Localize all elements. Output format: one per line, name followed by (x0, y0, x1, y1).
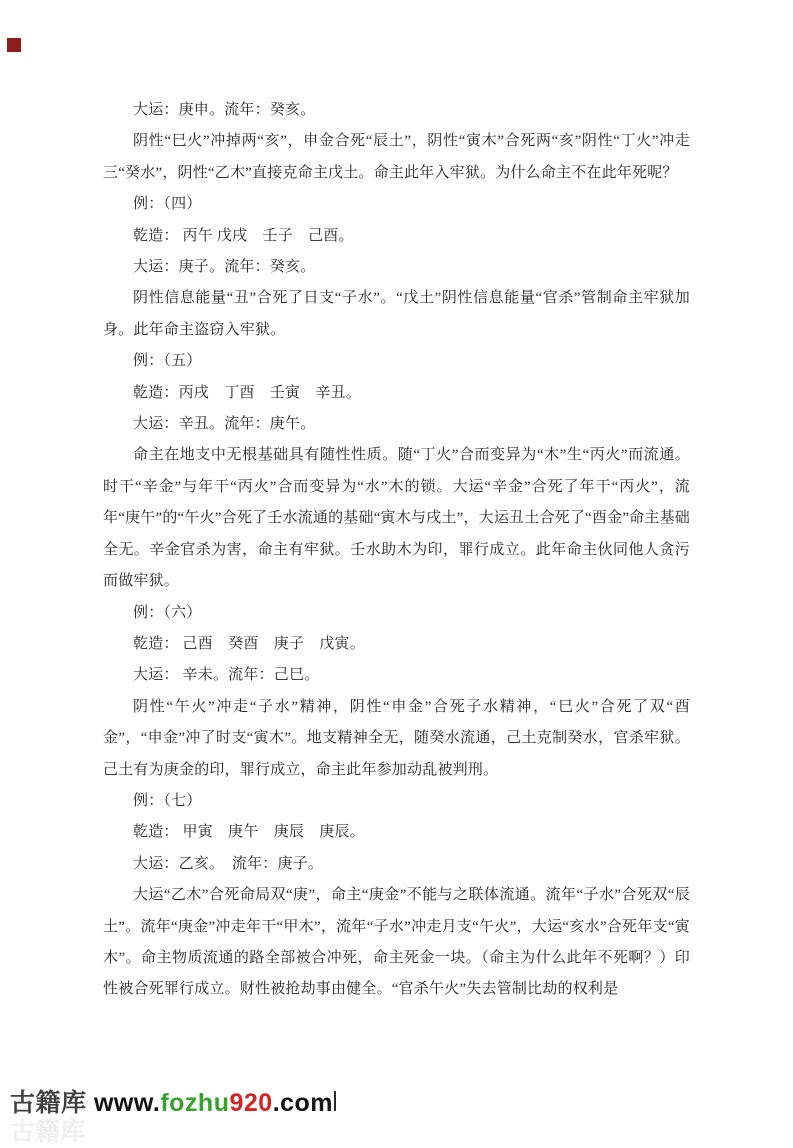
example-heading-5: 例：（五） (133, 353, 202, 370)
watermark-url-tld: .com (272, 1089, 334, 1117)
document-text-block (103, 95, 690, 1006)
analysis-paragraph: 阴性“巳火”冲掉两“亥”，申金合死“辰土”，阴性“寅木”合死两“亥”阴性“丁火”冲走三“癸水”，阴性“乙木”直接克命主戊土。命主此年入牢狱。为什么命主不在此年死呢？ (103, 133, 690, 181)
watermark-ghost-row: 古籍库 (10, 1118, 86, 1146)
cut-glyph-artifact (334, 1091, 336, 1111)
example-heading-6: 例：（六） (133, 604, 202, 621)
dayun-liunian-line: 大运：辛丑。流年：庚午。 (133, 416, 316, 433)
page-corner-stamp (7, 38, 21, 52)
watermark-url-green: fozhu (160, 1089, 230, 1117)
example-heading-4: 例：（四） (133, 196, 202, 213)
qianzao-chart-line: 乾造：丙戌 丁酉 壬寅 辛丑。 (133, 384, 362, 401)
qianzao-chart-line: 乾造： 己酉 癸酉 庚子 戊寅。 (133, 635, 365, 652)
dayun-liunian-line: 大运：乙亥。 流年：庚子。 (133, 855, 324, 872)
example-heading-7: 例：（七） (133, 792, 202, 809)
analysis-paragraph: 命主在地支中无根基础具有随性性质。随“丁火”合而变异为“木”生“丙火”而流通。时干“辛金”与年干“丙火”合而变异为“水”木的锁。大运“辛金”合死了年干“丙火”，流年“庚午”的“午火”合死了壬水流通的基础“寅木与戌土”，大运丑土合死了“酉金”命主基础全无。辛金官杀为害，命主有牢狱。壬水助木为印，罪行成立。此年命主伙同他人贪污而做牢狱。 (103, 447, 690, 590)
qianzao-chart-line: 乾造： 丙午 戊戌 壬子 己酉。 (133, 227, 354, 244)
watermark-site-name: 古籍库 (10, 1089, 87, 1117)
analysis-paragraph: 阴性信息能量“丑”合死了日支“子水”。“戊土”阴性信息能量“官杀”管制命主牢狱加身。此年命主盗窃入牢狱。 (103, 290, 690, 338)
analysis-paragraph: 阴性“午火”冲走“子水”精神，阴性“申金”合死子水精神，“巳火”合死了双“酉金”，“申金”冲了时支“寅木”。地支精神全无，随癸水流通，己土克制癸水，官杀牢狱。己土有为庚金的印，罪行成立，命主此年参加动乱被判刑。 (103, 698, 690, 778)
watermark-url-red: 920 (229, 1089, 273, 1117)
analysis-paragraph: 大运“乙木”合死命局双“庚”，命主“庚金”不能与之联体流通。流年“子水”合死双“辰土”。流年“庚金”冲走年干“甲木”，流年“子水”冲走月支“午火”，大运“亥水”合死年支“寅木”。命主物质流通的路全部被合冲死，命主死金一块。（命主为什么此年不死啊？）印性被合死罪行成立。财性被抢劫事由健全。“官杀午火”失去管制比劫的权利是 (103, 887, 690, 998)
watermark-url-www: www. (93, 1089, 161, 1117)
qianzao-chart-line: 乾造： 甲寅 庚午 庚辰 庚辰。 (133, 824, 365, 841)
dayun-liunian-line: 大运：庚申。流年：癸亥。 (133, 102, 316, 118)
dayun-liunian-line: 大运：庚子。流年：癸亥。 (133, 259, 316, 276)
dayun-liunian-line: 大运： 辛未。流年：己巳。 (133, 667, 320, 684)
